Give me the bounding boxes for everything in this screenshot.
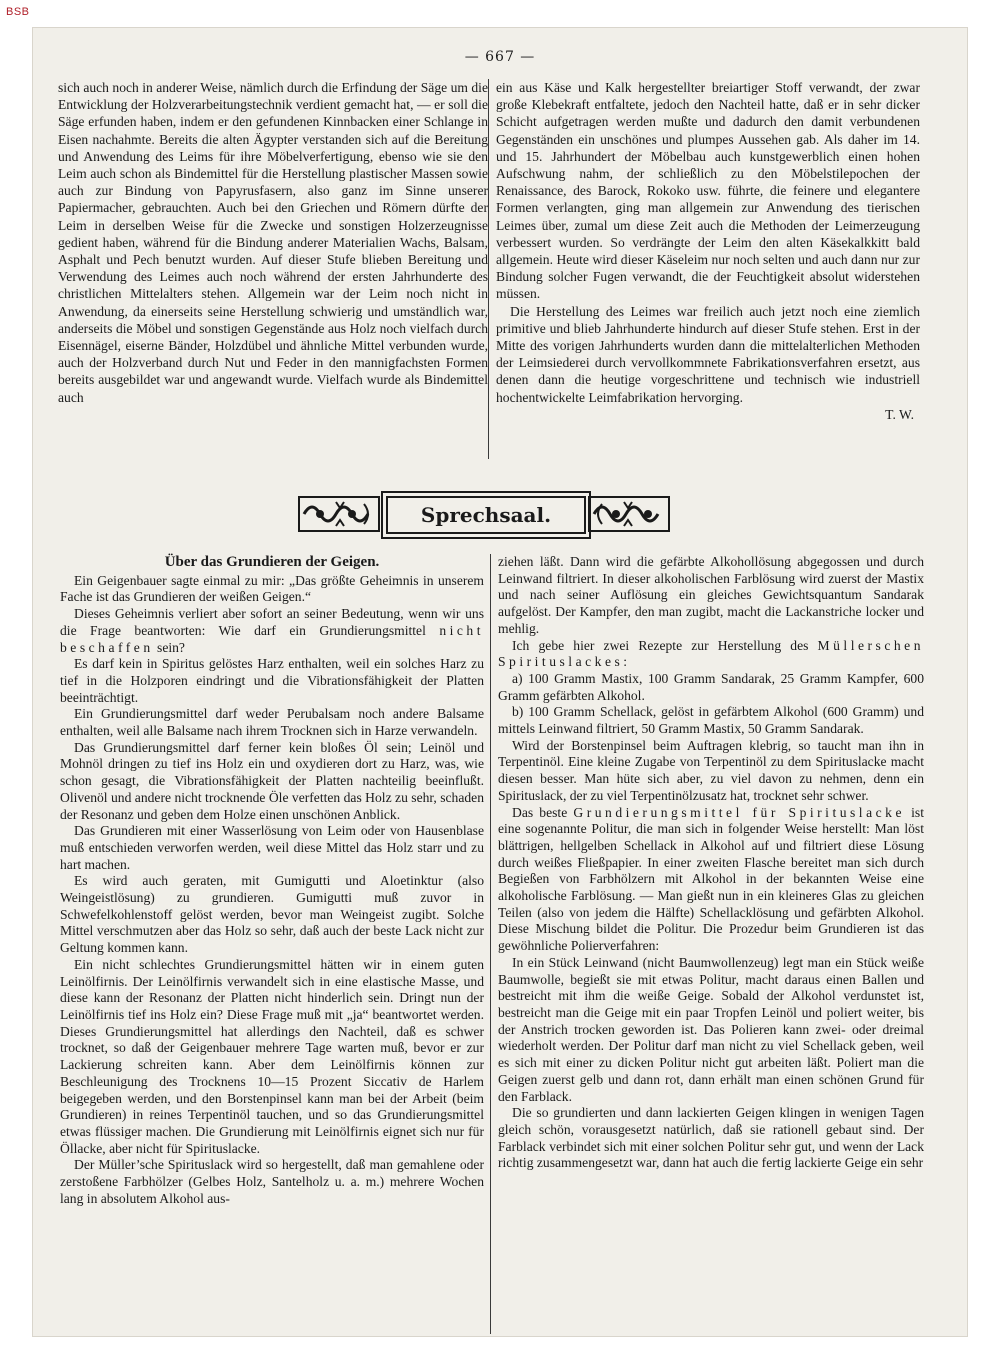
- paragraph: [498, 638, 924, 671]
- library-stamp: BSB: [6, 6, 30, 18]
- bottom-left-column: [60, 554, 484, 1207]
- paragraph: Ein Geigenbauer sagte einmal zu mir: „Das größte Geheimnis in unserem Fache ist das Grundieren der weißen Geigen.“: [60, 572, 484, 605]
- paragraph: Ein Grundierungsmittel darf weder Perubalsam noch andere Balsame enthalten, weil alle Balsame nach ihrem Trocknen sich in Harze verwandeln.: [60, 706, 484, 739]
- paragraph: Die so grundierten und dann lackierten Geigen klingen in wenigen Tagen gleich schön, vorausgesetzt natürlich, daß sie rationell gebaut sind. Der Farblack verbindet sich mit einer solchen Politur sehr gut, und wenn der Lack richtig zusammengesetzt war, dann hat auch die fertig lackierte Geige ein sehr: [498, 1105, 924, 1171]
- bottom-right-column: [498, 554, 924, 1172]
- paragraph: [498, 805, 924, 955]
- emphasis-text: Müllerschen Spirituslackes:: [498, 637, 924, 670]
- paragraph: ein aus Käse und Kalk hergestellter breiartiger Stoff verwandt, der zwar große Klebekraft entfaltete, jedoch den Nachteil hatte, daß er in sehr dicker Schicht aufgetragen werden mußte und dadurch den damit verbundenen Gegenständen ein unschönes und plumpes Aussehen gab. Als daher im 14. und 15. Jahrhundert der Möbelbau auch kunstgewerblich einen hohen Aufschwung nahm, der schließlich zu den Möbelstilepochen der Renaissance, des Barock, Rokoko usw. führte, die feinere und elegantere Formen verlangten, ging man allgemein zur Anwendung des tierischen Leimes über, zumal um diese Zeit auch die Methoden der Leimerzeugung verbessert wurden. So verdrängte der Leim den alten Käsekalkkitt bald allgemein. Heute wird dieser Käseleim nur noch selten und auch dann nur zur Bindung solcher Fugen verwandt, die der Feuchtigkeit absolut widerstehen müssen.: [496, 80, 920, 302]
- paragraph: Das Grundierungsmittel darf ferner kein bloßes Öl sein; Leinöl und Mohnöl dringen zu tief ins Holz ein und oxydieren dort zu Harz, was, wie schon gesagt, die Vibrationsfähigkeit der Platten nachteilig beeinflußt. Olivenöl und andere nicht trocknende Öle verfetten das Holz zu sehr, schaden der Resonanz und geben dem Holze einen unschönen Anblick.: [60, 739, 484, 822]
- text-run: Dieses Geheimnis verliert aber sofort an seiner Bedeutung, wenn wir uns die Frage beantworten: Wie darf ein Grundierungsmittel: [60, 606, 484, 638]
- paragraph: Die Herstellung des Leimes war freilich auch jetzt noch eine ziemlich primitive und blieb Jahrhunderte hindurch auf dieser Stufe stehen. Erst in der Mitte des vorigen Jahrhunderts wurden dann die mittelalterlichen Methoden der Leimsiederei durch vervollkommnete Fabrikationsverfahren ersetzt, aus denen dann die heutige vorgeschrittene und technisch wie industriell hochentwickelte Leimfabrikation hervorging.: [496, 303, 920, 405]
- section-banner: [298, 492, 670, 536]
- paragraph: Das Grundieren mit einer Wasserlösung von Leim oder von Hausenblase muß entschieden verworfen werden, weil diese Mittel das Holz starr und zu hart machen.: [60, 823, 484, 872]
- paragraph: Es darf kein in Spiritus gelöstes Harz enthalten, weil ein solches Harz zu tief in die Holzporen eindringt und die Vibrationsfähigkeit der Platten beeinträchtigt.: [60, 656, 484, 705]
- recipe-b: b) 100 Gramm Schellack, gelöst in gefärbtem Alkohol (600 Gramm) und mittels Leinwand filtriert, 50 Gramm Mastix, 50 Gramm Sandarak.: [498, 704, 924, 737]
- text-run: ist eine sogenannte Politur, die man sich in folgender Weise herstellt: Man löst blättrigen, hellgelben Schellack in Alkohol auf und filtriert diese Lösung durch weißes Fließpapier. In einer zweiten Flasche bereitet man sich durch Begießen von Farbhölzern mit Alkohol in der bekannten Weise eine alkoholische Farblösung. — Man gießt nun in ein kleineres Glas zu gleichen Teilen (also von jedem die Hälfte) Schellacklösung und gefärbten Alkohol. Diese Mischung bildet die Politur. Die Prozedur beim Grundieren ist das gewöhnliche Polierverfahren:: [498, 804, 924, 954]
- article-title: Über das Grundieren der Geigen.: [164, 554, 380, 570]
- ornament-right-icon: [588, 494, 670, 534]
- paragraph: sich auch noch in anderer Weise, nämlich durch die Erfindung der Säge um die Entwicklung der Holzverarbeitungstechnik verdient gemacht hat, — er soll die Säge erfunden haben, indem er den gefundenen Kinnbacken einer Schlange in Eisen nachahmte. Bereits die alten Ägypter verstanden sich auf die Bereitung und Anwendung des Leims für ihre Möbelverfertigung, ebenso wie sie den Leim auch schon als Bindemittel für die Herstellung plastischer Massen sowie auch zur Bindung von Papyrusfasern, also ganz im Sinne unserer Papiermacher, gebrauchten. Auch bei den Griechen und Römern dürfte der Leim in derselben Weise für die Zwecke und sonstigen Holzerzeugnisse gedient haben, während für die Bindung anderer Materialien Wachs, Balsam, Asphalt und Pech benutzt wurden. Auf dieser Stufe blieben Bereitung und Verwendung des Leimes auch noch während der ersten Jahrhunderte des christlichen Mittelalters stehen. Allgemein war der Leim noch nicht in Anwendung, da einerseits seine Herstellung schwierig und umständlich war, anderseits die Möbel und sonstigen Gegenstände aus Holz noch vielfach durch Eisennägel, eiserne Bänder, Holzdübel und ähnliche Mittel verbunden wurde, auch der Holzverband durch Nut und Feder in den mannigfachsten Formen bereits ausgebildet war und angewandt wurde. Vielfach wurde als Bindemittel auch: [58, 80, 488, 405]
- author-signature: T. W.: [885, 406, 914, 422]
- column-rule-bottom: [490, 554, 491, 1334]
- recipe-a: a) 100 Gramm Mastix, 100 Gramm Sandarak, 25 Gramm Kampfer, 600 Gramm gefärbten Alkohol.: [498, 670, 924, 703]
- page-number: — 667 —: [464, 49, 536, 65]
- paragraph: Es wird auch geraten, mit Gumigutti und Aloetinktur (also Weingeistlösung) zu grundieren. Gumigutti muß zuvor in Schwefelkohlenstoff gelöst werden, bevor man Weingeist zugibt. Solche Mittel verschmutzen aber das Holz so sehr, daß auch der beste Lack nicht zur Geltung kommen kann.: [60, 873, 484, 956]
- paragraph: Ein nicht schlechtes Grundierungsmittel hätten wir in einem guten Leinölfirnis. Der Leinölfirnis verwandelt sich in eine elastische Masse, und diese kann der Resonanz der Platten nicht hinderlich sein. Dringt nun der Leinölfirnis tief ins Holz ein? Diese Frage muß mit „ja“ beantwortet werden. Dieses Grundierungsmittel hat allerdings den Nachteil, daß es schwer trocknet, so daß der Geigenbauer mehrere Tage warten muß, bevor er zur Lackierung schreiten kann. Aber dem Leinölfirnis können zur Beschleunigung des Trocknens 10—15 Prozent Siccativ de Harlem beigegeben werden, und den Borstenpinsel kann man bei der Arbeit (beim Grundieren) in reines Terpentinöl tauchen, und so das Grundierungsmittel etwas flüssiger machen. Die Grundierung mit Leinölfirnis eignet sich nur für Öllacke, aber nicht für Spirituslacke.: [60, 956, 484, 1156]
- paragraph: ziehen läßt. Dann wird die gefärbte Alkohollösung abgegossen und durch Leinwand filtriert. In dieser alkoholischen Farblösung wird zuerst der Mastix und nach seiner Auflösung ein gleiches Gewichtsquantum Sandarak aufgelöst. Der Kampfer, den man zugibt, macht die Lackanstriche locker und mehlig.: [498, 554, 924, 636]
- paragraph: Wird der Borstenpinsel beim Auftragen klebrig, so taucht man ihn in Terpentinöl. Eine kleine Zugabe von Terpentinöl zu dem Spirituslacke macht diesen besser. Man hüte sich aber, zu viel davon zu nehmen, denn ein Spirituslack, der zu viel Terpentinölzusatz hat, trocknet sehr schwer.: [498, 737, 924, 803]
- ornament-left-icon: [298, 494, 380, 534]
- text-run: sein?: [157, 639, 185, 655]
- column-rule-top: [488, 79, 489, 459]
- top-left-column: [58, 79, 488, 406]
- emphasis-text: Grundierungsmittel für Spirituslacke: [573, 804, 905, 820]
- text-run: Ich gebe hier zwei Rezepte zur Herstellung des: [512, 637, 809, 653]
- section-title: Sprechsaal.: [386, 496, 586, 534]
- paragraph: Der Müller’sche Spirituslack wird so hergestellt, daß man gemahlene oder zerstoßene Farbhölzer (Gelbes Holz, Santelholz u. a. m.) mehrere Wochen lang in absolutem Alkohol aus-: [60, 1157, 484, 1206]
- text-run: Das beste: [512, 804, 568, 820]
- top-right-column: [496, 79, 920, 423]
- paragraph: In ein Stück Leinwand (nicht Baumwollenzeug) legt man ein Stück weiße Baumwolle, begießt sie mit etwas Politur, macht daraus einen Ballen und bestreicht mit ihm die weiße Geige. Sobald der Alkohol verdunstet ist, bestreicht man die Geige mit ein paar Tropfen Leinöl und poliert weiter, bis der Anstrich trocken geworden ist. Das Polieren kann zwei- oder dreimal wiederholt werden. Der Politur darf man nicht zu viel Schellack geben, weil es sich mit einer zu dicken Politur nicht gut arbeiten läßt. Poliert man die Geigen zuerst gelb und dann rot, dann erhält man einen schönen Grund für den Farblack.: [498, 954, 924, 1104]
- scanned-page: [32, 27, 968, 1337]
- emphasis-text: nicht beschaffen: [60, 622, 484, 655]
- paragraph: [60, 606, 484, 656]
